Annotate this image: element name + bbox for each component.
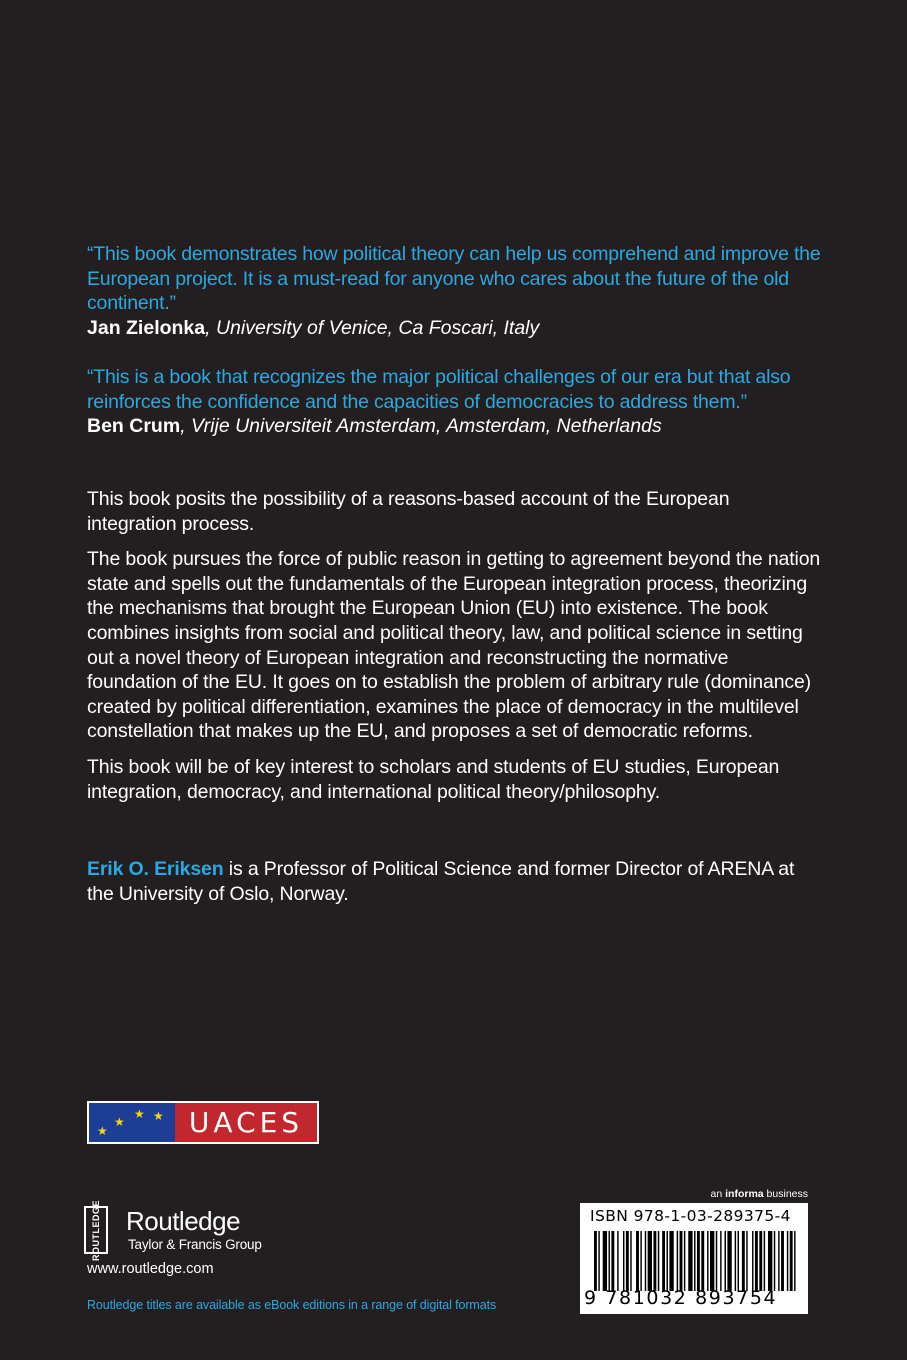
barcode-bar <box>759 1231 762 1291</box>
barcode-bar <box>598 1231 599 1291</box>
barcode-bar <box>707 1231 708 1291</box>
isbn-text: ISBN 978-1-03-289375-4 <box>590 1207 791 1225</box>
barcode-bar <box>645 1231 646 1291</box>
barcode-bar <box>742 1231 745 1291</box>
quote-attribution <box>87 316 827 341</box>
barcode-bar <box>755 1231 758 1291</box>
barcode-bar <box>603 1231 607 1291</box>
quote-attribution <box>87 414 827 439</box>
barcode-bar <box>623 1231 624 1291</box>
barcode-bars <box>594 1231 798 1291</box>
publisher-name: Routledge <box>126 1206 241 1236</box>
barcode-bar <box>662 1231 665 1291</box>
description-paragraph-1: This book posits the possibility of a reasons-based account of the European integration process. <box>87 488 730 535</box>
barcode-bar <box>626 1231 629 1291</box>
barcode-bar <box>764 1231 765 1291</box>
routledge-logo-icon: ROUTLEDGE <box>84 1206 108 1254</box>
barcode-bar <box>667 1231 668 1291</box>
barcode-bar <box>677 1231 678 1291</box>
barcode-bar <box>653 1231 656 1291</box>
barcode-bar <box>701 1231 704 1291</box>
barcode-bar <box>617 1231 618 1291</box>
isbn-barcode <box>580 1203 808 1314</box>
informa-business-tag: an informa business <box>710 1188 808 1200</box>
barcode-bar <box>727 1231 731 1291</box>
informa-brand: informa <box>725 1188 764 1200</box>
barcode-bar <box>630 1231 631 1291</box>
quote-text: “This is a book that recognizes the major political challenges of our era but that also reinforces the confidence and the capacities of democracies to address them.” <box>87 366 791 413</box>
endorser-name: Jan Zielonka <box>87 316 206 339</box>
barcode-bar <box>787 1231 788 1291</box>
author-bio <box>87 857 822 906</box>
uaces-logo <box>87 1101 319 1144</box>
author-bio-text: is a Professor of Political Science and former Director of ARENA at the University of Oslo, Norway. <box>87 858 795 905</box>
barcode-bar <box>781 1231 784 1291</box>
author-name: Erik O. Eriksen <box>87 858 224 880</box>
endorser-name: Ben Crum <box>87 415 181 437</box>
endorsement-quote-1 <box>87 242 827 340</box>
barcode-bar <box>720 1231 721 1291</box>
description-paragraph-2: The book pursues the force of public reason in getting to agreement beyond the nation state and spells out the fundamentals of the European integration process, theorizing the mechanisms that brought the European Union (EU) into existence. The book combines insights from social and political theory, law, and political science in setting out a novel theory of European integration and reconstructing the normative foundation of the EU. It goes on to establish the problem of arbitrary rule (dominance) created by political differentiation, examines the place of democracy in the multilevel constellation that makes up the EU, and proposes a set of democratic reforms. <box>87 548 821 743</box>
publisher-url[interactable]: www.routledge.com <box>87 1261 214 1277</box>
barcode-bar <box>774 1231 775 1291</box>
barcode-bar <box>790 1231 793 1291</box>
barcode-bar <box>680 1231 683 1291</box>
barcode-bar <box>688 1231 692 1291</box>
barcode-bar <box>697 1231 700 1291</box>
barcode-bar <box>768 1231 772 1291</box>
barcode-bar <box>735 1231 736 1291</box>
barcode-bar <box>694 1231 695 1291</box>
barcode-bar <box>752 1231 753 1291</box>
barcode-bar <box>746 1231 747 1291</box>
barcode-bar <box>716 1231 717 1291</box>
endorser-affiliation: , University of Venice, Ca Foscari, Italy <box>205 316 540 339</box>
barcode-bar <box>611 1231 614 1291</box>
barcode-bar <box>794 1231 795 1291</box>
barcode-bar <box>648 1231 652 1291</box>
quote-text: “This book demonstrates how political theory can help us comprehend and improve the European project. It is a must-read for anyone who cares about the future of the old continent.” <box>87 243 821 314</box>
endorsement-quote-2 <box>87 365 827 439</box>
ebook-note: Routledge titles are available as eBook editions in a range of digital formats <box>87 1298 497 1312</box>
publisher-group: Taylor & Francis Group <box>128 1237 262 1252</box>
barcode-number: 9 781032 893754 <box>584 1287 778 1309</box>
barcode-bar <box>636 1231 639 1291</box>
barcode-bar <box>710 1231 714 1291</box>
barcode-bar <box>669 1231 673 1291</box>
barcode-bar <box>725 1231 726 1291</box>
barcode-bar <box>658 1231 659 1291</box>
barcode-bar <box>684 1231 685 1291</box>
barcode-bar <box>640 1231 641 1291</box>
uaces-label: UACES <box>175 1103 317 1142</box>
barcode-bar <box>778 1231 779 1291</box>
endorser-affiliation: , Vrije Universiteit Amsterdam, Amsterdam, Netherlands <box>180 415 662 437</box>
barcode-bar <box>594 1231 597 1291</box>
eu-stars-icon: ★ ★ ★ ★ <box>89 1103 175 1142</box>
barcode-bar <box>609 1231 610 1291</box>
description-paragraph-3: This book will be of key interest to scholars and students of EU studies, European integration, democracy, and international political theory/philosophy. <box>87 755 780 803</box>
book-description <box>87 487 822 815</box>
barcode-bar <box>738 1231 739 1291</box>
